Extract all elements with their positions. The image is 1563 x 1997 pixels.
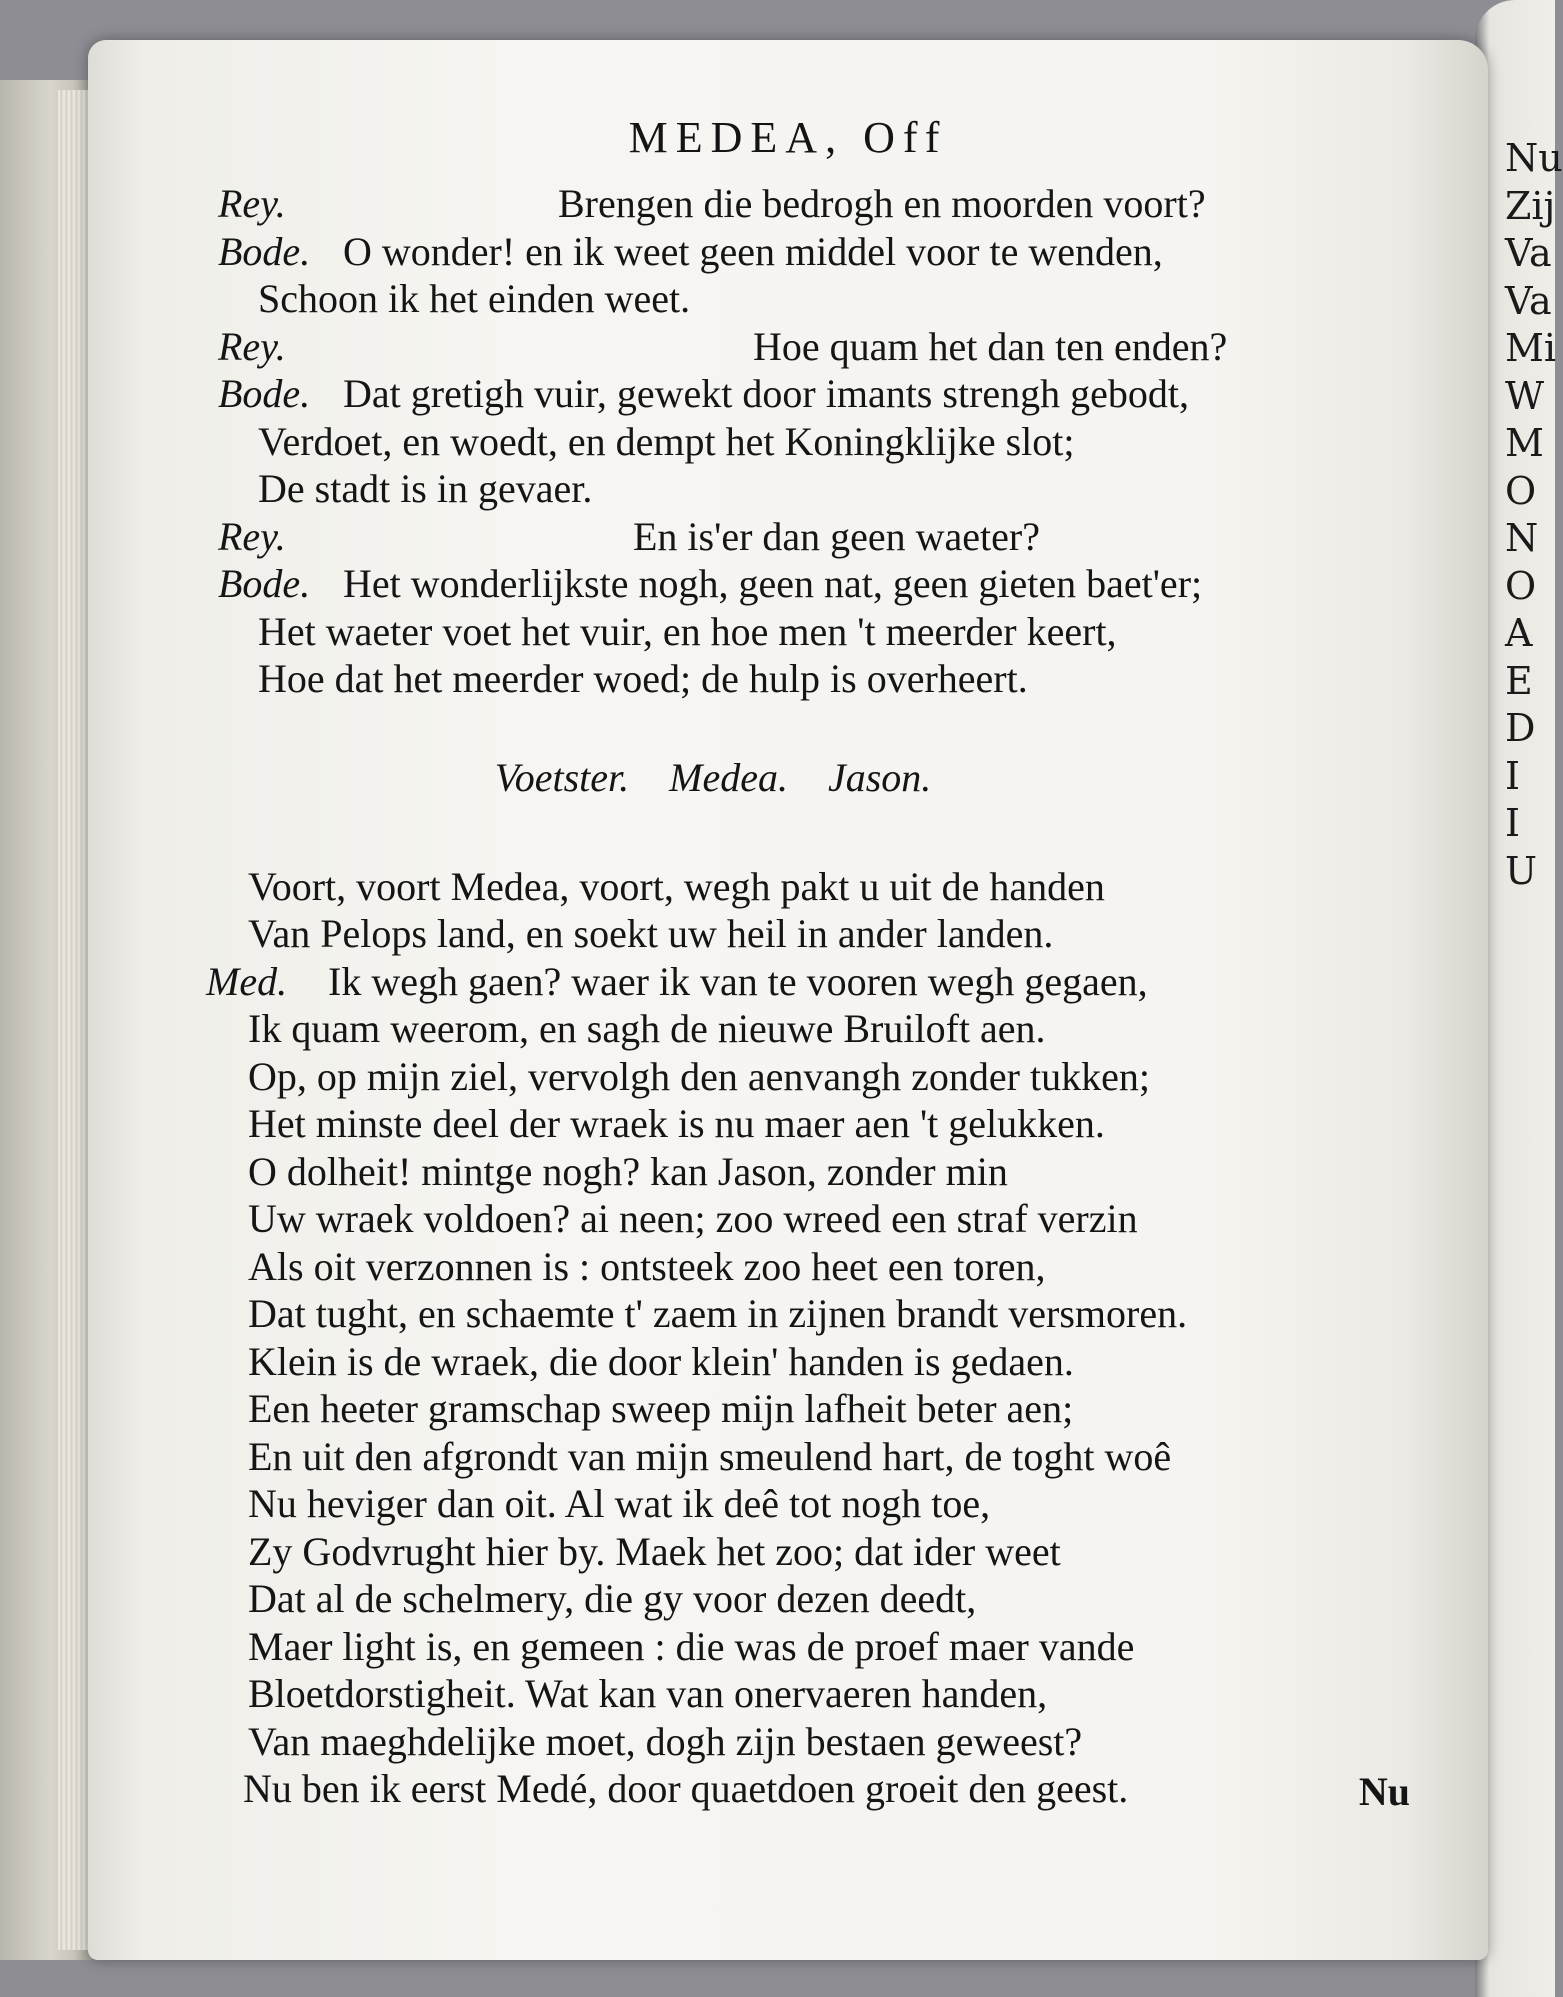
- speaker-label: Bode.: [218, 228, 311, 274]
- verse-text: Het waeter voet het vuir, en hoe men 't meerder keert,: [258, 608, 1117, 654]
- verse-line: [88, 323, 1488, 371]
- verse-line: [88, 1718, 1488, 1766]
- verse-line: [88, 1480, 1488, 1528]
- verse-text: Dat al de schelmery, die gy voor dezen deedt,: [248, 1576, 977, 1621]
- facing-page-fragment: I: [1505, 801, 1521, 845]
- facing-page-fragment: Nu: [1505, 136, 1563, 180]
- facing-page-fragment: Zij: [1505, 183, 1556, 228]
- verse-line: [88, 910, 1488, 958]
- cast-list: [88, 703, 1488, 863]
- verse-text: O dolheit! mintge nogh? kan Jason, zonder min: [248, 1148, 1008, 1194]
- speaker-label: Rey.: [218, 181, 286, 226]
- verse-text: Hoe dat het meerder woed; de hulp is overheert.: [258, 656, 1028, 701]
- verse-text: Brengen die bedrogh en moorden voort?: [558, 181, 1206, 226]
- verse-line: [88, 418, 1488, 466]
- verse-line: [88, 958, 1488, 1006]
- verse-line: [88, 863, 1488, 911]
- verse-text: Een heeter gramschap sweep mijn lafheit beter aen;: [248, 1386, 1074, 1431]
- verse-line: [88, 1385, 1488, 1433]
- verse-line: [88, 1005, 1488, 1053]
- verse-line: [88, 1243, 1488, 1291]
- cast-name: Medea.: [669, 754, 788, 800]
- speaker-label: Rey.: [218, 513, 286, 559]
- verse-line: [88, 1338, 1488, 1386]
- running-head: MEDEA, Off: [628, 113, 948, 162]
- verse-text: Als oit verzonnen is : ontsteek zoo heet een toren,: [248, 1243, 1046, 1289]
- verse-text: Nu heviger dan oit. Al wat ik deê tot nogh toe,: [248, 1481, 991, 1526]
- verse-text: Schoon ik het einden weet.: [258, 276, 691, 321]
- verse-line: [88, 655, 1488, 703]
- catchword: Nu: [1358, 1769, 1410, 1814]
- verse-text: Van maeghdelijke moet, dogh zijn bestaen geweest?: [248, 1718, 1083, 1764]
- facing-page-fragment: M: [1505, 421, 1544, 465]
- speaker-label: Bode.: [218, 561, 311, 606]
- speaker-label: Med.: [206, 958, 288, 1004]
- verse-text: Ik quam weerom, en sagh de nieuwe Bruiloft aen.: [248, 1006, 1046, 1051]
- facing-page-fragment: U: [1505, 848, 1538, 893]
- facing-page-fragment: I: [1505, 753, 1521, 798]
- facing-page-fragment: Mi: [1505, 326, 1557, 370]
- verse-text: Nu ben ik eerst Medé, door quaetdoen groeit den geest.: [243, 1766, 1129, 1811]
- verse-text: Dat gretigh vuir, gewekt door imants strengh gebodt,: [343, 371, 1189, 416]
- verse-line: [88, 1053, 1488, 1101]
- verse-text: Klein is de wraek, die door klein' handen is gedaen.: [248, 1338, 1074, 1384]
- verse-text: Bloetdorstigheit. Wat kan van onervaeren handen,: [248, 1671, 1048, 1716]
- facing-page-fragment: O: [1505, 468, 1537, 513]
- speaker-label: Rey.: [218, 323, 286, 369]
- facing-page-fragment: W: [1505, 373, 1545, 418]
- verse-text: Zy Godvrught hier by. Maek het zoo; dat ider weet: [248, 1528, 1061, 1574]
- verse-text: Voort, voort Medea, voort, wegh pakt u uit de handen: [248, 863, 1105, 909]
- verse-text: Ik wegh gaen? waer ik van te vooren wegh gegaen,: [328, 958, 1148, 1004]
- verse-line: [88, 1670, 1488, 1718]
- cast-name: Jason.: [827, 754, 932, 800]
- verse-line: [88, 1623, 1488, 1671]
- verse-line: [88, 1575, 1488, 1623]
- verse-text: En uit den afgrondt van mijn smeulend hart, de toght woê: [248, 1433, 1172, 1479]
- facing-page-fragment: D: [1505, 706, 1536, 750]
- verse-text: De stadt is in gevaer.: [258, 466, 593, 511]
- verse-line: [88, 1528, 1488, 1576]
- verse-text: Verdoet, en woedt, en dempt het Koningklijke slot;: [258, 418, 1075, 464]
- verse-line: [88, 1195, 1488, 1243]
- verse-text: Dat tught, en schaemte t' zaem in zijnen brandt versmoren.: [248, 1291, 1188, 1336]
- facing-page-fragment: N: [1505, 516, 1539, 560]
- verse-line: [88, 1433, 1488, 1481]
- play-text: [88, 180, 1488, 1813]
- facing-page-fragment: Va: [1505, 278, 1552, 323]
- verse-line: [88, 608, 1488, 656]
- facing-page-fragment: Va: [1505, 231, 1552, 275]
- verse-text: O wonder! en ik weet geen middel voor te wenden,: [343, 228, 1163, 274]
- verse-line: [88, 1290, 1488, 1338]
- verse-line: [88, 1765, 1488, 1813]
- book-page: [88, 40, 1488, 1960]
- verse-text: Maer light is, en gemeen : die was de proef maer vande: [248, 1623, 1135, 1669]
- verse-text: Op, op mijn ziel, vervolgh den aenvangh zonder tukken;: [248, 1053, 1150, 1099]
- verse-line: [88, 1148, 1488, 1196]
- verse-line: [88, 275, 1488, 323]
- verse-line: [88, 370, 1488, 418]
- speaker-label: Bode.: [218, 371, 311, 416]
- verse-line: [88, 560, 1488, 608]
- facing-page-fragment: A: [1505, 611, 1533, 655]
- verse-text: En is'er dan geen waeter?: [633, 513, 1040, 559]
- verse-line: [88, 513, 1488, 561]
- verse-text: Uw wraek voldoen? ai neen; zoo wreed een straf verzin: [248, 1196, 1138, 1241]
- facing-page-fragment: O: [1505, 563, 1537, 608]
- verse-line: [88, 1100, 1488, 1148]
- verse-line: [88, 465, 1488, 513]
- verse-line: [88, 180, 1488, 228]
- verse-text: Van Pelops land, en soekt uw heil in ander landen.: [248, 911, 1054, 956]
- dialogue-block-2: [88, 863, 1488, 1813]
- verse-text: Het wonderlijkste nogh, geen nat, geen gieten baet'er;: [343, 561, 1203, 606]
- verse-line: [88, 228, 1488, 276]
- facing-page-text: [1505, 135, 1563, 895]
- verse-text: Het minste deel der wraek is nu maer aen 't gelukken.: [248, 1101, 1105, 1146]
- dialogue-block-1: [88, 180, 1488, 703]
- verse-text: Hoe quam het dan ten enden?: [753, 323, 1228, 369]
- facing-page-fragment: E: [1505, 658, 1533, 703]
- cast-name: Voetster.: [494, 754, 630, 800]
